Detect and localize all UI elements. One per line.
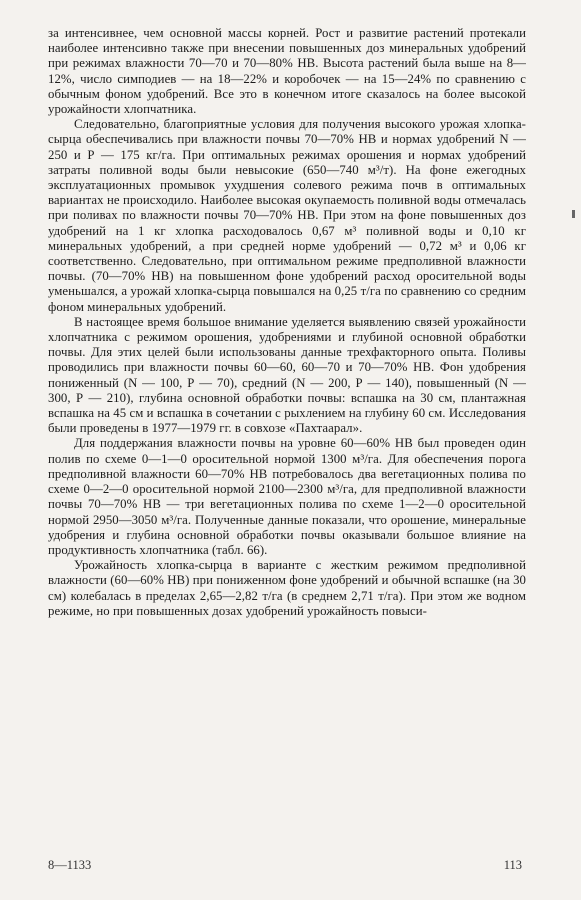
document-page — [48, 26, 526, 874]
paragraph-experiment: В настоящее время большое внимание уделяется выявлению связей урожайности хлопчатника с режимом орошения, удобрениями и глубиной основной обработки почвы. Для этих целей были использованы данные трехфакторного опыта. Поливы проводились при влажности почвы 60—60, 60—70 и 70—70% НВ. Фон удобрения пониженный (N — 100, Р — 70), средний (N — 200, Р — 140), повышенный (N — 300, Р — 210), глубина основной обработки почвы: вспашка на 30 см, плантажная вспашка на 45 см и вспашка в сочетании с рыхлением на глубину 60 см. Исследования были проведены в 1977—1979 гг. в совхозе «Пахтаарал». — [48, 314, 526, 436]
paragraph-irrigation: Для поддержания влажности почвы на уровне 60—60% НВ был проведен один полив по схеме 0—1—0 оросительной нормой 1300 м³/га. Для обеспечения порога предполивной влажности 60—70% НВ потребовалось два вегетационных полива по схеме 0—2—0 оросительной нормой 2100—2300 м³/га, для предполивной влажности почвы 70—70% НВ — три вегетационных полива по схеме 1—2—0 оросительной нормой 2950—3050 м³/га. Полученные данные показали, что орошение, минеральные удобрения и глубина основной обработки почвы оказывали большое влияние на продуктивность хлопчатника (табл. 66). — [48, 436, 526, 557]
paragraph-yield: Урожайность хлопка-сырца в варианте с жестким режимом предполивной влажности (60—60% НВ) при пониженном фоне удобрений и обычной вспашке (на 30 см) колебалась в пределах 2,65—2,82 т/га (в среднем 2,71 т/га). При этом же водном режиме, но при повышенных дозах удобрений урожайность повыси- — [48, 558, 526, 618]
page-number: 113 — [503, 858, 522, 872]
paragraph-continuation: за интенсивнее, чем основной массы корней. Рост и развитие растений протекали наиболее интенсивно также при внесении повышенных доз минеральных удобрений при режимах влажности 70—70 и 70—80% НВ. Высота растений была выше на 8—12%, число симподиев — на 18—22% и коробочек — на 15—24% по сравнению с обычным фоном удобрений. Все это в конечном итоге сказалось на более высокой урожайности хлопчатника. — [48, 26, 526, 117]
signature-mark: 8—1133 — [48, 858, 92, 872]
body-text — [48, 26, 526, 619]
margin-mark — [572, 210, 575, 218]
paragraph-conclusion: Следовательно, благоприятные условия для получения высокого урожая хлопка-сырца обеспечивались при влажности почвы 70—70% НВ и нормах удобрений N — 250 и Р — 175 кг/га. При оптимальных режимах орошения и нормах удобрений затраты поливной воды были невысокие (650—740 м³/т). На фоне ежегодных эксплуатационных промывок ухудшения солевого режима почв в оптимальных вариантах не происходило. Наиболее высокая окупаемость поливной воды отмечалась при поливах по влажности почвы 70—70% НВ. При этом на фоне повышенных доз удобрений на 1 кг хлопка расходовалось 0,67 м³ поливной воды и 0,10 кг минеральных удобрений, а при средней норме удобрений — 0,72 м³ и 0,06 кг соответственно. Следовательно, при оптимальном режиме предполивной влажности почвы. (70—70% НВ) на повышенном фоне удобрений расход оросительной воды уменьшался, а урожай хлопка-сырца повышался на 0,25 т/га по сравнению со средним фоном минеральных удобрений. — [48, 117, 526, 314]
